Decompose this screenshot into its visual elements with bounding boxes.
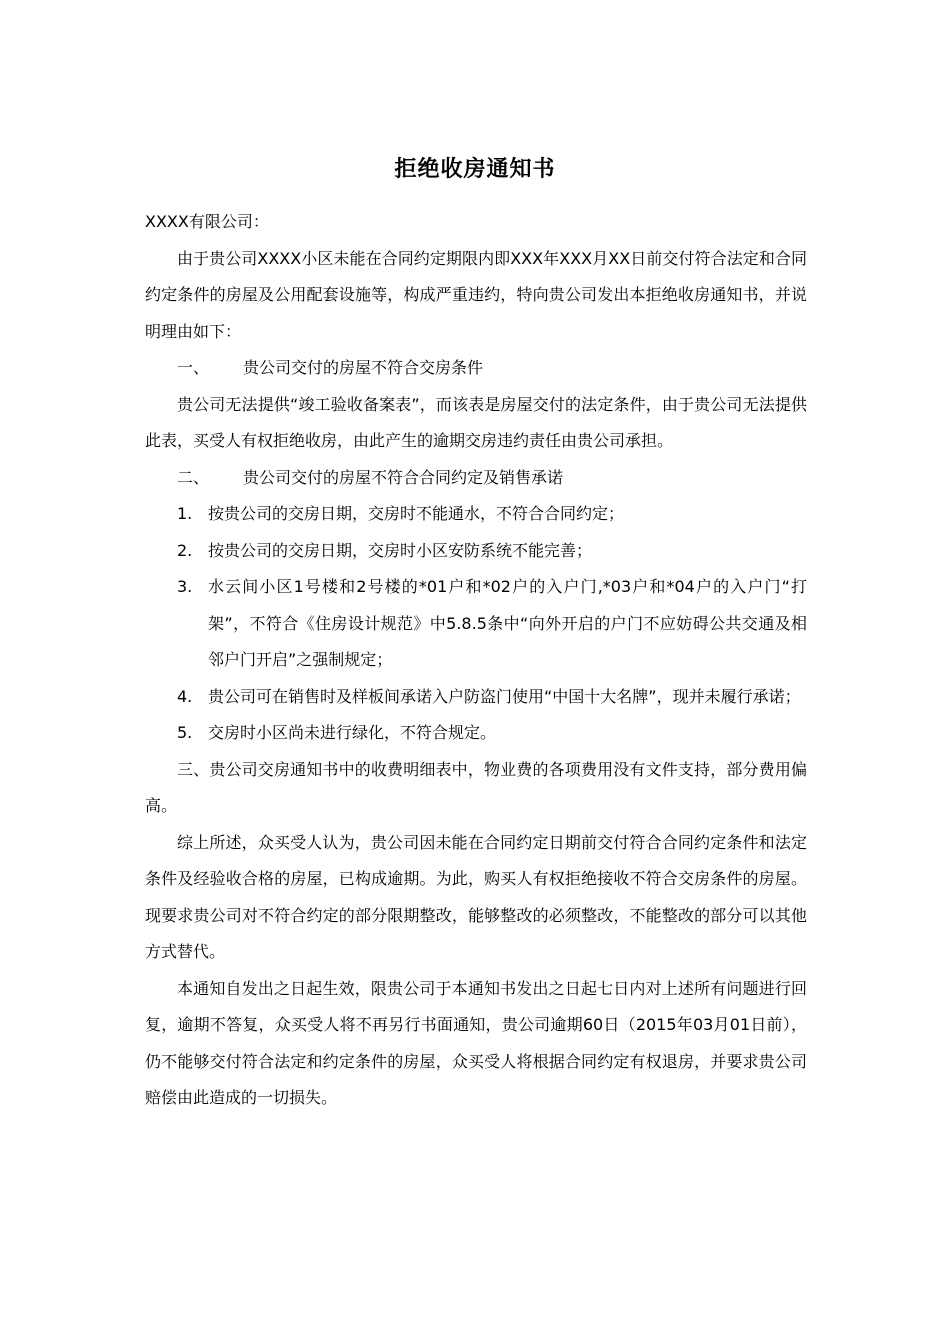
list-item — [145, 533, 807, 570]
section-2-heading-text: 贵公司交付的房屋不符合合同约定及销售承诺 — [243, 467, 564, 487]
list-item-text: 水云间小区1号楼和2号楼的*01户和*02户的入户门,*03户和*04户的入户门“打架”，不符合《住房设计规范》中5.8.5条中“向外开启的户门不应妨碍公共交通及相邻户门开启”之强制规定； — [208, 577, 807, 669]
list-item-number: 4. — [177, 686, 193, 706]
list-item — [145, 496, 807, 533]
intro-paragraph: 由于贵公司XXXX小区未能在合同约定期限内即XXX年XXX月XX日前交付符合法定和合同约定条件的房屋及公用配套设施等，构成严重违约，特向贵公司发出本拒绝收房通知书，并说明理由如下： — [145, 248, 807, 341]
summary-paragraph: 综上所述，众买受人认为，贵公司因未能在合同约定日期前交付符合合同约定条件和法定条件及经验收合格的房屋，已构成逾期。为此，购买人有权拒绝接收不符合交房条件的房屋。现要求贵公司对不符合约定的部分限期整改，能够整改的必须整改，不能整改的部分可以其他方式替代。 — [145, 832, 807, 961]
list-item-number: 5. — [177, 723, 193, 742]
list-item-text: 按贵公司的交房日期，交房时不能通水，不符合合同约定； — [208, 504, 625, 523]
document-body — [145, 204, 807, 1117]
section-3-paragraph: 三、贵公司交房通知书中的收费明细表中，物业费的各项费用没有文件支持，部分费用偏高。 — [145, 759, 807, 815]
list-item — [145, 569, 807, 679]
list-item-number: 1. — [177, 504, 193, 523]
list-item-text: 交房时小区尚未进行绿化，不符合规定。 — [208, 723, 497, 742]
list-item — [145, 679, 807, 716]
salutation: XXXX有限公司： — [145, 212, 269, 231]
section-1-number: 一、 — [177, 358, 210, 377]
list-item-text: 贵公司可在销售时及样板间承诺入户防盗门使用“中国十大名牌”，现并未履行承诺； — [208, 686, 801, 706]
list-item-number: 3. — [177, 577, 193, 596]
section-1-heading — [145, 350, 807, 387]
section-1-body: 贵公司无法提供“竣工验收备案表”，而该表是房屋交付的法定条件，由于贵公司无法提供此表，买受人有权拒绝收房，由此产生的逾期交房违约责任由贵公司承担。 — [145, 394, 807, 450]
document-title: 拒绝收房通知书 — [394, 157, 556, 182]
section-2-heading — [145, 460, 807, 497]
list-item-number: 2. — [177, 540, 193, 560]
section-1-heading-text: 贵公司交付的房屋不符合交房条件 — [243, 358, 484, 377]
list-item — [145, 715, 807, 752]
list-item-text: 按贵公司的交房日期，交房时小区安防系统不能完善； — [208, 540, 593, 560]
section-2-number: 二、 — [177, 467, 210, 487]
closing-paragraph: 本通知自发出之日起生效，限贵公司于本通知书发出之日起七日内对上述所有问题进行回复，逾期不答复，众买受人将不再另行书面通知，贵公司逾期60日（2015年03月01日前），仍不能够交付符合法定和约定条件的房屋，众买受人将根据合同约定有权退房，并要求贵公司赔偿由此造成的一切损失。 — [145, 978, 807, 1107]
